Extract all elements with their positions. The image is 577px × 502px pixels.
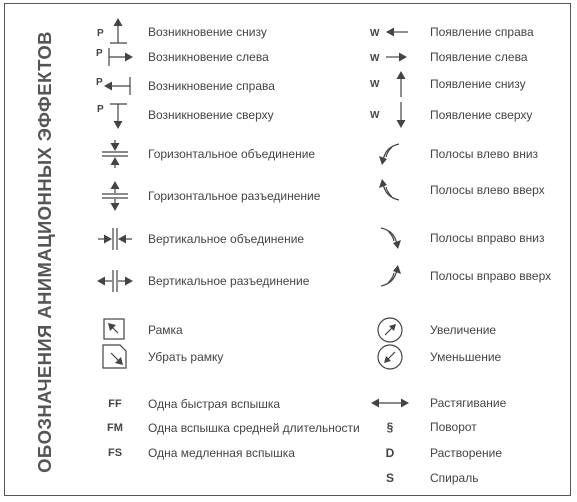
effect-code: FF	[108, 398, 122, 410]
stripes-left-up-icon	[370, 179, 410, 201]
effect-label: Полосы влево вверх	[430, 183, 545, 197]
left-legend-row	[95, 143, 348, 165]
left-legend-row	[95, 393, 348, 415]
left-effect-code	[95, 417, 135, 439]
effect-label: Горизонтальное объединение	[148, 147, 316, 161]
effect-label: Спираль	[430, 471, 479, 485]
left-legend-row	[95, 228, 348, 250]
right-legend-row	[370, 73, 577, 95]
w-arrow-left-icon	[370, 21, 410, 43]
effect-label: Появление сверху	[430, 108, 533, 122]
right-legend-row	[370, 319, 577, 341]
right-legend-row	[370, 46, 577, 68]
effect-label: Вертикальное объединение	[148, 232, 305, 246]
svg-text:P: P	[96, 48, 103, 59]
frame-icon	[95, 319, 135, 341]
left-legend-row	[95, 442, 348, 464]
w-arrow-down-icon	[370, 104, 410, 126]
effect-label: Вертикальное разъединение	[148, 274, 310, 288]
left-legend-row	[95, 319, 348, 341]
effect-label: Убрать рамку	[148, 350, 224, 364]
zoom-in-icon	[370, 319, 410, 341]
right-legend-row	[370, 21, 577, 43]
svg-text:W: W	[370, 79, 380, 90]
effect-label: Одна быстрая вспышка	[148, 397, 281, 411]
svg-text:P: P	[96, 77, 103, 88]
effect-label: Уменьшение	[430, 350, 502, 364]
zoom-out-icon	[370, 346, 410, 368]
effect-code: §	[386, 420, 394, 434]
effect-code: S	[385, 471, 394, 485]
right-legend-row	[370, 143, 577, 165]
effect-label: Увеличение	[430, 323, 497, 337]
right-legend-row	[370, 346, 577, 368]
effect-label: Полосы вправо вниз	[430, 231, 545, 245]
p-arrow-down-icon	[95, 104, 135, 126]
effect-label: Поворот	[430, 420, 477, 434]
w-arrow-right-icon	[370, 46, 410, 68]
right-effect-code	[370, 442, 410, 464]
svg-text:P: P	[97, 104, 104, 115]
effect-label: Рамка	[148, 323, 183, 337]
left-legend-row	[95, 270, 348, 292]
effect-label: Возникновение снизу	[148, 25, 267, 39]
left-effect-code	[95, 442, 135, 464]
remove-frame-icon	[95, 346, 135, 368]
right-legend-row	[370, 392, 577, 414]
svg-text:W: W	[370, 28, 380, 39]
svg-text:W: W	[370, 53, 380, 64]
horizontal-merge-icon	[95, 143, 135, 165]
left-legend-row	[95, 21, 348, 43]
left-legend-row	[95, 75, 348, 97]
right-legend-row	[370, 265, 577, 287]
left-legend-row	[95, 346, 348, 368]
effect-label: Появление справа	[430, 25, 534, 39]
stretch-icon	[370, 392, 410, 414]
effect-label: Полосы вправо вверх	[430, 269, 552, 283]
stripes-left-down-icon	[370, 143, 410, 165]
effect-code: D	[385, 446, 395, 460]
effect-label: Растворение	[430, 446, 503, 460]
horizontal-split-icon	[95, 185, 135, 207]
vertical-split-icon	[95, 270, 135, 292]
svg-text:P: P	[97, 28, 104, 39]
right-legend-row	[370, 416, 577, 438]
left-legend-row	[95, 185, 348, 207]
effect-label: Появление снизу	[430, 77, 526, 91]
p-arrow-left-icon	[95, 75, 135, 97]
legend-title: ОБОЗНАЧЕНИЯ АНИМАЦИОННЫХ ЭФФЕКТОВ	[34, 31, 55, 473]
right-legend-row	[370, 227, 577, 249]
effect-label: Возникновение слева	[148, 50, 269, 64]
effect-label: Одна медленная вспышка	[148, 446, 295, 460]
right-effect-code	[370, 416, 410, 438]
right-legend-row	[370, 467, 577, 489]
left-legend-row	[95, 104, 348, 126]
effect-label: Полосы влево вниз	[430, 147, 539, 161]
svg-text:W: W	[370, 110, 380, 121]
stripes-right-up-icon	[370, 265, 410, 287]
effect-code: FM	[107, 422, 123, 434]
right-legend-row	[370, 104, 577, 126]
stripes-right-down-icon	[370, 227, 410, 249]
effect-label: Растягивание	[430, 396, 507, 410]
right-legend-row	[370, 179, 577, 201]
effect-label: Горизонтальное разъединение	[148, 189, 321, 203]
p-arrow-right-icon	[95, 46, 135, 68]
right-effect-code	[370, 467, 410, 489]
effect-label: Одна вспышка средней длительности	[148, 421, 360, 435]
left-legend-row	[95, 417, 360, 439]
p-arrow-up-icon	[95, 21, 135, 43]
effect-label: Появление слева	[430, 50, 528, 64]
vertical-merge-icon	[95, 228, 135, 250]
effect-label: Возникновение сверху	[148, 108, 274, 122]
effect-label: Возникновение справа	[148, 79, 275, 93]
left-effect-code	[95, 393, 135, 415]
w-arrow-up-icon	[370, 73, 410, 95]
effect-code: FS	[107, 447, 123, 459]
left-legend-row	[95, 46, 348, 68]
right-legend-row	[370, 442, 577, 464]
